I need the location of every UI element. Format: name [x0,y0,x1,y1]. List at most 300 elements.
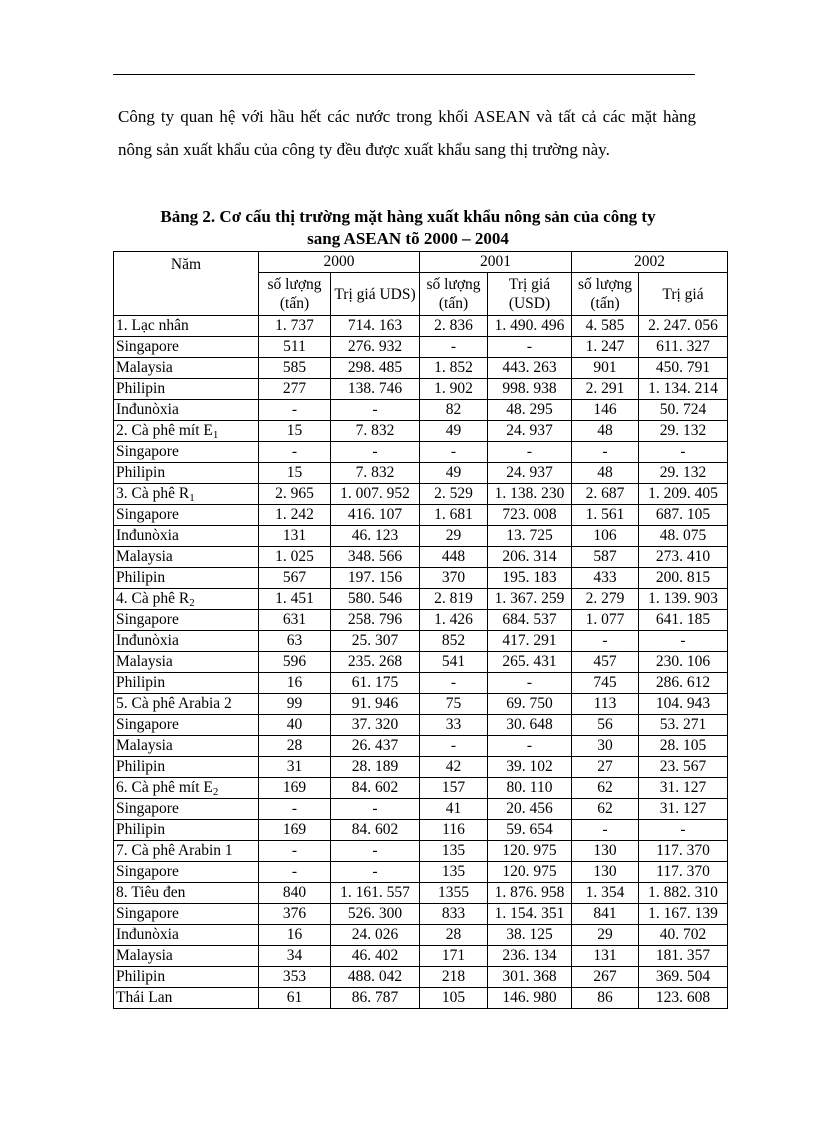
cell-value-2001: 265. 431 [488,652,572,673]
row-label-text: Philipin [116,821,166,838]
cell-quantity-2000: 28 [259,736,331,757]
table-row [114,568,728,589]
cell-value-2001: 59. 654 [488,820,572,841]
row-label [114,841,259,862]
cell-quantity-2001: 33 [420,715,488,736]
cell-value-2001: 69. 750 [488,694,572,715]
cell-quantity-2001: 42 [420,757,488,778]
header-quantity-2002: số lượng (tấn) [572,273,639,316]
table-row [114,883,728,904]
cell-quantity-2002: 29 [572,925,639,946]
cell-value-2000: 488. 042 [331,967,420,988]
header-value-2001: Trị giá (USD) [488,273,572,316]
cell-quantity-2000: 631 [259,610,331,631]
cell-quantity-2001: 49 [420,463,488,484]
cell-value-2002: - [639,442,728,463]
cell-quantity-2001: 1. 902 [420,379,488,400]
cell-value-2002: 369. 504 [639,967,728,988]
cell-quantity-2001: 75 [420,694,488,715]
row-label [114,589,259,610]
cell-quantity-2002: 745 [572,673,639,694]
row-label [114,694,259,715]
cell-quantity-2002: 1. 247 [572,337,639,358]
row-label-text: 6. Cà phê mít E [116,779,213,796]
row-label-text: 1. Lạc nhân [116,317,189,334]
cell-value-2000: 1. 161. 557 [331,883,420,904]
cell-quantity-2001: 171 [420,946,488,967]
cell-value-2000: - [331,862,420,883]
row-label [114,904,259,925]
caption-line-2: sang ASEAN tõ 2000 – 2004 [307,229,509,248]
cell-quantity-2001: 833 [420,904,488,925]
row-label [114,610,259,631]
cell-quantity-2002: 30 [572,736,639,757]
cell-quantity-2002: 433 [572,568,639,589]
cell-value-2002: 31. 127 [639,778,728,799]
row-label-text: Singapore [116,905,179,922]
export-market-table [113,251,728,1009]
row-label [114,484,259,505]
cell-value-2002: 28. 105 [639,736,728,757]
cell-value-2001: - [488,736,572,757]
cell-value-2001: 13. 725 [488,526,572,547]
header-quantity-2001: số lượng (tấn) [420,273,488,316]
cell-quantity-2001: 370 [420,568,488,589]
row-label [114,526,259,547]
table-row [114,715,728,736]
row-label [114,673,259,694]
cell-value-2000: 526. 300 [331,904,420,925]
row-label-text: Singapore [116,800,179,817]
cell-value-2001: - [488,337,572,358]
cell-quantity-2002: - [572,820,639,841]
cell-quantity-2002: 2. 291 [572,379,639,400]
cell-quantity-2002: 62 [572,778,639,799]
table-row [114,652,728,673]
table-row [114,442,728,463]
cell-value-2001: 417. 291 [488,631,572,652]
cell-value-2001: 38. 125 [488,925,572,946]
table-row [114,694,728,715]
table-row [114,673,728,694]
row-label [114,946,259,967]
table-row [114,736,728,757]
cell-quantity-2002: 131 [572,946,639,967]
row-label-text: Malaysia [116,947,173,964]
cell-value-2001: 1. 138. 230 [488,484,572,505]
cell-value-2002: 1. 167. 139 [639,904,728,925]
table-row [114,526,728,547]
cell-quantity-2001: 1. 852 [420,358,488,379]
cell-value-2000: - [331,841,420,862]
row-label-text: Philipin [116,674,166,691]
cell-quantity-2000: 840 [259,883,331,904]
cell-value-2001: 24. 937 [488,421,572,442]
cell-quantity-2002: 901 [572,358,639,379]
cell-value-2002: 53. 271 [639,715,728,736]
cell-quantity-2000: 2. 965 [259,484,331,505]
cell-value-2002: 200. 815 [639,568,728,589]
cell-quantity-2000: 131 [259,526,331,547]
cell-value-2000: 197. 156 [331,568,420,589]
row-label [114,316,259,337]
cell-quantity-2000: 596 [259,652,331,673]
table-row [114,337,728,358]
row-label-text: Thái Lan [116,989,173,1006]
cell-quantity-2001: 135 [420,862,488,883]
row-label [114,337,259,358]
cell-value-2000: 714. 163 [331,316,420,337]
row-label-text: Philipin [116,569,166,586]
cell-value-2000: 84. 602 [331,778,420,799]
row-label [114,778,259,799]
row-label [114,715,259,736]
cell-quantity-2000: - [259,841,331,862]
cell-quantity-2002: 56 [572,715,639,736]
header-quantity-2000: số lượng (tấn) [259,273,331,316]
cell-quantity-2001: 49 [420,421,488,442]
row-label [114,421,259,442]
cell-quantity-2001: 448 [420,547,488,568]
cell-quantity-2002: 2. 279 [572,589,639,610]
row-label [114,820,259,841]
cell-quantity-2000: - [259,799,331,820]
table-row [114,841,728,862]
cell-value-2001: 39. 102 [488,757,572,778]
row-label-subscript: 1 [212,429,219,441]
cell-value-2001: 206. 314 [488,547,572,568]
table-row [114,316,728,337]
row-label-text: Malaysia [116,359,173,376]
cell-value-2001: 998. 938 [488,379,572,400]
caption-line-1: Bảng 2. Cơ cấu thị trường mặt hàng xuất khẩu nông sản của công ty [160,207,656,226]
cell-value-2001: 723. 008 [488,505,572,526]
cell-quantity-2000: 585 [259,358,331,379]
cell-quantity-2001: 2. 836 [420,316,488,337]
cell-value-2002: 286. 612 [639,673,728,694]
cell-quantity-2001: 218 [420,967,488,988]
cell-value-2001: 146. 980 [488,988,572,1009]
cell-value-2001: - [488,442,572,463]
cell-value-2002: 104. 943 [639,694,728,715]
row-label [114,505,259,526]
row-label-text: Inđunòxia [116,632,179,649]
intro-paragraph: Công ty quan hệ với hầu hết các nước trong khối ASEAN và tất cả các mặt hàng nông sản xuất khẩu của công ty đều được xuất khẩu sang thị trường này. [118,107,696,159]
row-label [114,547,259,568]
cell-value-2001: 120. 975 [488,841,572,862]
table-row [114,799,728,820]
row-label-text: 7. Cà phê Arabin 1 [116,842,233,859]
table-row [114,379,728,400]
row-label-text: Singapore [116,338,179,355]
row-label-text: Singapore [116,506,179,523]
row-label-text: 2. Cà phê mít E [116,422,213,439]
cell-value-2000: 24. 026 [331,925,420,946]
cell-value-2002: 273. 410 [639,547,728,568]
cell-quantity-2001: - [420,337,488,358]
table-row [114,505,728,526]
cell-quantity-2001: 41 [420,799,488,820]
cell-value-2002: 40. 702 [639,925,728,946]
cell-value-2002: 29. 132 [639,421,728,442]
row-label [114,568,259,589]
cell-value-2000: 580. 546 [331,589,420,610]
cell-quantity-2001: 1. 426 [420,610,488,631]
cell-value-2002: - [639,820,728,841]
cell-value-2002: 611. 327 [639,337,728,358]
cell-quantity-2000: - [259,400,331,421]
row-label-subscript: 2 [212,786,219,798]
row-label-text: Singapore [116,611,179,628]
cell-value-2000: 416. 107 [331,505,420,526]
cell-quantity-2000: 99 [259,694,331,715]
cell-quantity-2002: 113 [572,694,639,715]
cell-value-2002: 1. 134. 214 [639,379,728,400]
cell-quantity-2000: 511 [259,337,331,358]
row-label [114,463,259,484]
cell-quantity-2000: - [259,442,331,463]
header-year-2000: 2000 [259,252,420,273]
cell-quantity-2002: 587 [572,547,639,568]
cell-value-2002: 230. 106 [639,652,728,673]
cell-value-2000: 7. 832 [331,421,420,442]
table-row [114,589,728,610]
cell-value-2001: 20. 456 [488,799,572,820]
cell-quantity-2000: 34 [259,946,331,967]
cell-value-2001: 48. 295 [488,400,572,421]
cell-quantity-2002: 146 [572,400,639,421]
row-label-text: 5. Cà phê Arabia 2 [116,695,232,712]
cell-value-2001: 684. 537 [488,610,572,631]
cell-value-2001: 1. 490. 496 [488,316,572,337]
cell-quantity-2002: 1. 077 [572,610,639,631]
cell-value-2001: - [488,673,572,694]
table-row [114,400,728,421]
row-label-text: Malaysia [116,737,173,754]
row-label [114,358,259,379]
cell-quantity-2001: 135 [420,841,488,862]
row-label-text: Inđunòxia [116,926,179,943]
cell-value-2002: 50. 724 [639,400,728,421]
cell-value-2002: 2. 247. 056 [639,316,728,337]
table-caption [100,206,716,250]
cell-quantity-2000: - [259,862,331,883]
cell-quantity-2001: - [420,673,488,694]
table-row [114,757,728,778]
row-label [114,757,259,778]
cell-value-2000: 37. 320 [331,715,420,736]
row-label [114,862,259,883]
row-label [114,988,259,1009]
cell-quantity-2002: 4. 585 [572,316,639,337]
cell-quantity-2002: 62 [572,799,639,820]
row-label [114,379,259,400]
cell-quantity-2001: 1. 681 [420,505,488,526]
row-label-text: Philipin [116,464,166,481]
cell-quantity-2002: 48 [572,463,639,484]
row-label [114,631,259,652]
header-rule [113,74,695,75]
cell-value-2002: 31. 127 [639,799,728,820]
row-label-text: Singapore [116,863,179,880]
row-label-text: 3. Cà phê R [116,485,190,502]
table-row [114,946,728,967]
cell-value-2000: 91. 946 [331,694,420,715]
cell-value-2002: 23. 567 [639,757,728,778]
cell-value-2000: 28. 189 [331,757,420,778]
row-label-text: Philipin [116,758,166,775]
row-label [114,967,259,988]
cell-value-2000: 25. 307 [331,631,420,652]
cell-quantity-2000: 1. 451 [259,589,331,610]
table-row [114,484,728,505]
cell-quantity-2000: 15 [259,463,331,484]
cell-quantity-2000: 16 [259,925,331,946]
row-label-text: Philipin [116,380,166,397]
cell-quantity-2000: 169 [259,778,331,799]
cell-quantity-2001: 1355 [420,883,488,904]
row-label-text: Inđunòxia [116,527,179,544]
header-year-2002: 2002 [572,252,728,273]
row-label-subscript: 2 [189,597,195,609]
cell-value-2001: 1. 367. 259 [488,589,572,610]
table-row [114,547,728,568]
cell-quantity-2002: 27 [572,757,639,778]
cell-quantity-2001: 2. 819 [420,589,488,610]
cell-quantity-2000: 169 [259,820,331,841]
table-row [114,925,728,946]
cell-quantity-2000: 15 [259,421,331,442]
row-label [114,652,259,673]
cell-quantity-2000: 63 [259,631,331,652]
cell-value-2002: 117. 370 [639,841,728,862]
cell-value-2001: 443. 263 [488,358,572,379]
cell-value-2002: - [639,631,728,652]
cell-value-2000: 26. 437 [331,736,420,757]
cell-value-2002: 450. 791 [639,358,728,379]
cell-quantity-2002: - [572,631,639,652]
cell-quantity-2000: 1. 737 [259,316,331,337]
cell-quantity-2001: 105 [420,988,488,1009]
cell-quantity-2002: 106 [572,526,639,547]
cell-value-2001: 24. 937 [488,463,572,484]
cell-value-2001: 120. 975 [488,862,572,883]
cell-quantity-2000: 40 [259,715,331,736]
cell-quantity-2001: - [420,736,488,757]
row-label-text: Singapore [116,716,179,733]
header-value-2000: Trị giá UDS) [331,273,420,316]
row-label-text: 8. Tiêu đen [116,884,186,901]
cell-value-2000: 61. 175 [331,673,420,694]
table-row [114,862,728,883]
cell-value-2002: 123. 608 [639,988,728,1009]
row-label [114,400,259,421]
cell-value-2000: 84. 602 [331,820,420,841]
cell-quantity-2000: 353 [259,967,331,988]
table-row [114,358,728,379]
cell-quantity-2001: 157 [420,778,488,799]
cell-value-2001: 30. 648 [488,715,572,736]
cell-value-2001: 236. 134 [488,946,572,967]
row-label-text: Malaysia [116,548,173,565]
cell-value-2000: 1. 007. 952 [331,484,420,505]
cell-quantity-2001: 29 [420,526,488,547]
cell-quantity-2001: - [420,442,488,463]
cell-quantity-2001: 2. 529 [420,484,488,505]
cell-value-2002: 1. 139. 903 [639,589,728,610]
cell-value-2000: 298. 485 [331,358,420,379]
cell-value-2001: 1. 876. 958 [488,883,572,904]
table-row [114,820,728,841]
cell-value-2001: 80. 110 [488,778,572,799]
cell-quantity-2000: 1. 242 [259,505,331,526]
table-row [114,988,728,1009]
row-label-subscript: 1 [189,492,195,504]
table-body [114,252,728,1009]
cell-value-2002: 117. 370 [639,862,728,883]
cell-quantity-2000: 277 [259,379,331,400]
cell-quantity-2002: 2. 687 [572,484,639,505]
cell-quantity-2000: 61 [259,988,331,1009]
cell-value-2000: 7. 832 [331,463,420,484]
cell-value-2000: 276. 932 [331,337,420,358]
cell-value-2000: 46. 402 [331,946,420,967]
cell-value-2002: 1. 882. 310 [639,883,728,904]
cell-value-2001: 301. 368 [488,967,572,988]
row-label-text: 4. Cà phê R [116,590,190,607]
cell-quantity-2002: 130 [572,862,639,883]
cell-quantity-2002: 841 [572,904,639,925]
cell-quantity-2000: 567 [259,568,331,589]
cell-value-2000: 348. 566 [331,547,420,568]
cell-quantity-2000: 31 [259,757,331,778]
cell-quantity-2001: 28 [420,925,488,946]
cell-quantity-2002: 267 [572,967,639,988]
cell-quantity-2001: 116 [420,820,488,841]
cell-quantity-2002: 457 [572,652,639,673]
table-row [114,631,728,652]
cell-value-2002: 641. 185 [639,610,728,631]
cell-value-2000: - [331,400,420,421]
row-label [114,736,259,757]
cell-value-2002: 181. 357 [639,946,728,967]
row-label [114,799,259,820]
table-row [114,967,728,988]
cell-value-2002: 687. 105 [639,505,728,526]
cell-value-2000: 86. 787 [331,988,420,1009]
row-label [114,925,259,946]
row-label-text: Singapore [116,443,179,460]
row-label [114,442,259,463]
cell-quantity-2002: 130 [572,841,639,862]
table-row [114,778,728,799]
cell-quantity-2002: 48 [572,421,639,442]
cell-value-2002: 29. 132 [639,463,728,484]
row-label-text: Philipin [116,968,166,985]
header-value-2002: Trị giá [639,273,728,316]
cell-value-2002: 1. 209. 405 [639,484,728,505]
table-row [114,421,728,442]
cell-quantity-2002: 1. 561 [572,505,639,526]
row-label [114,883,259,904]
cell-quantity-2002: - [572,442,639,463]
row-label-text: Malaysia [116,653,173,670]
header-year-2001: 2001 [420,252,572,273]
row-label-text: Inđunòxia [116,401,179,418]
cell-quantity-2002: 86 [572,988,639,1009]
table-row [114,610,728,631]
header-row-years [114,252,728,273]
